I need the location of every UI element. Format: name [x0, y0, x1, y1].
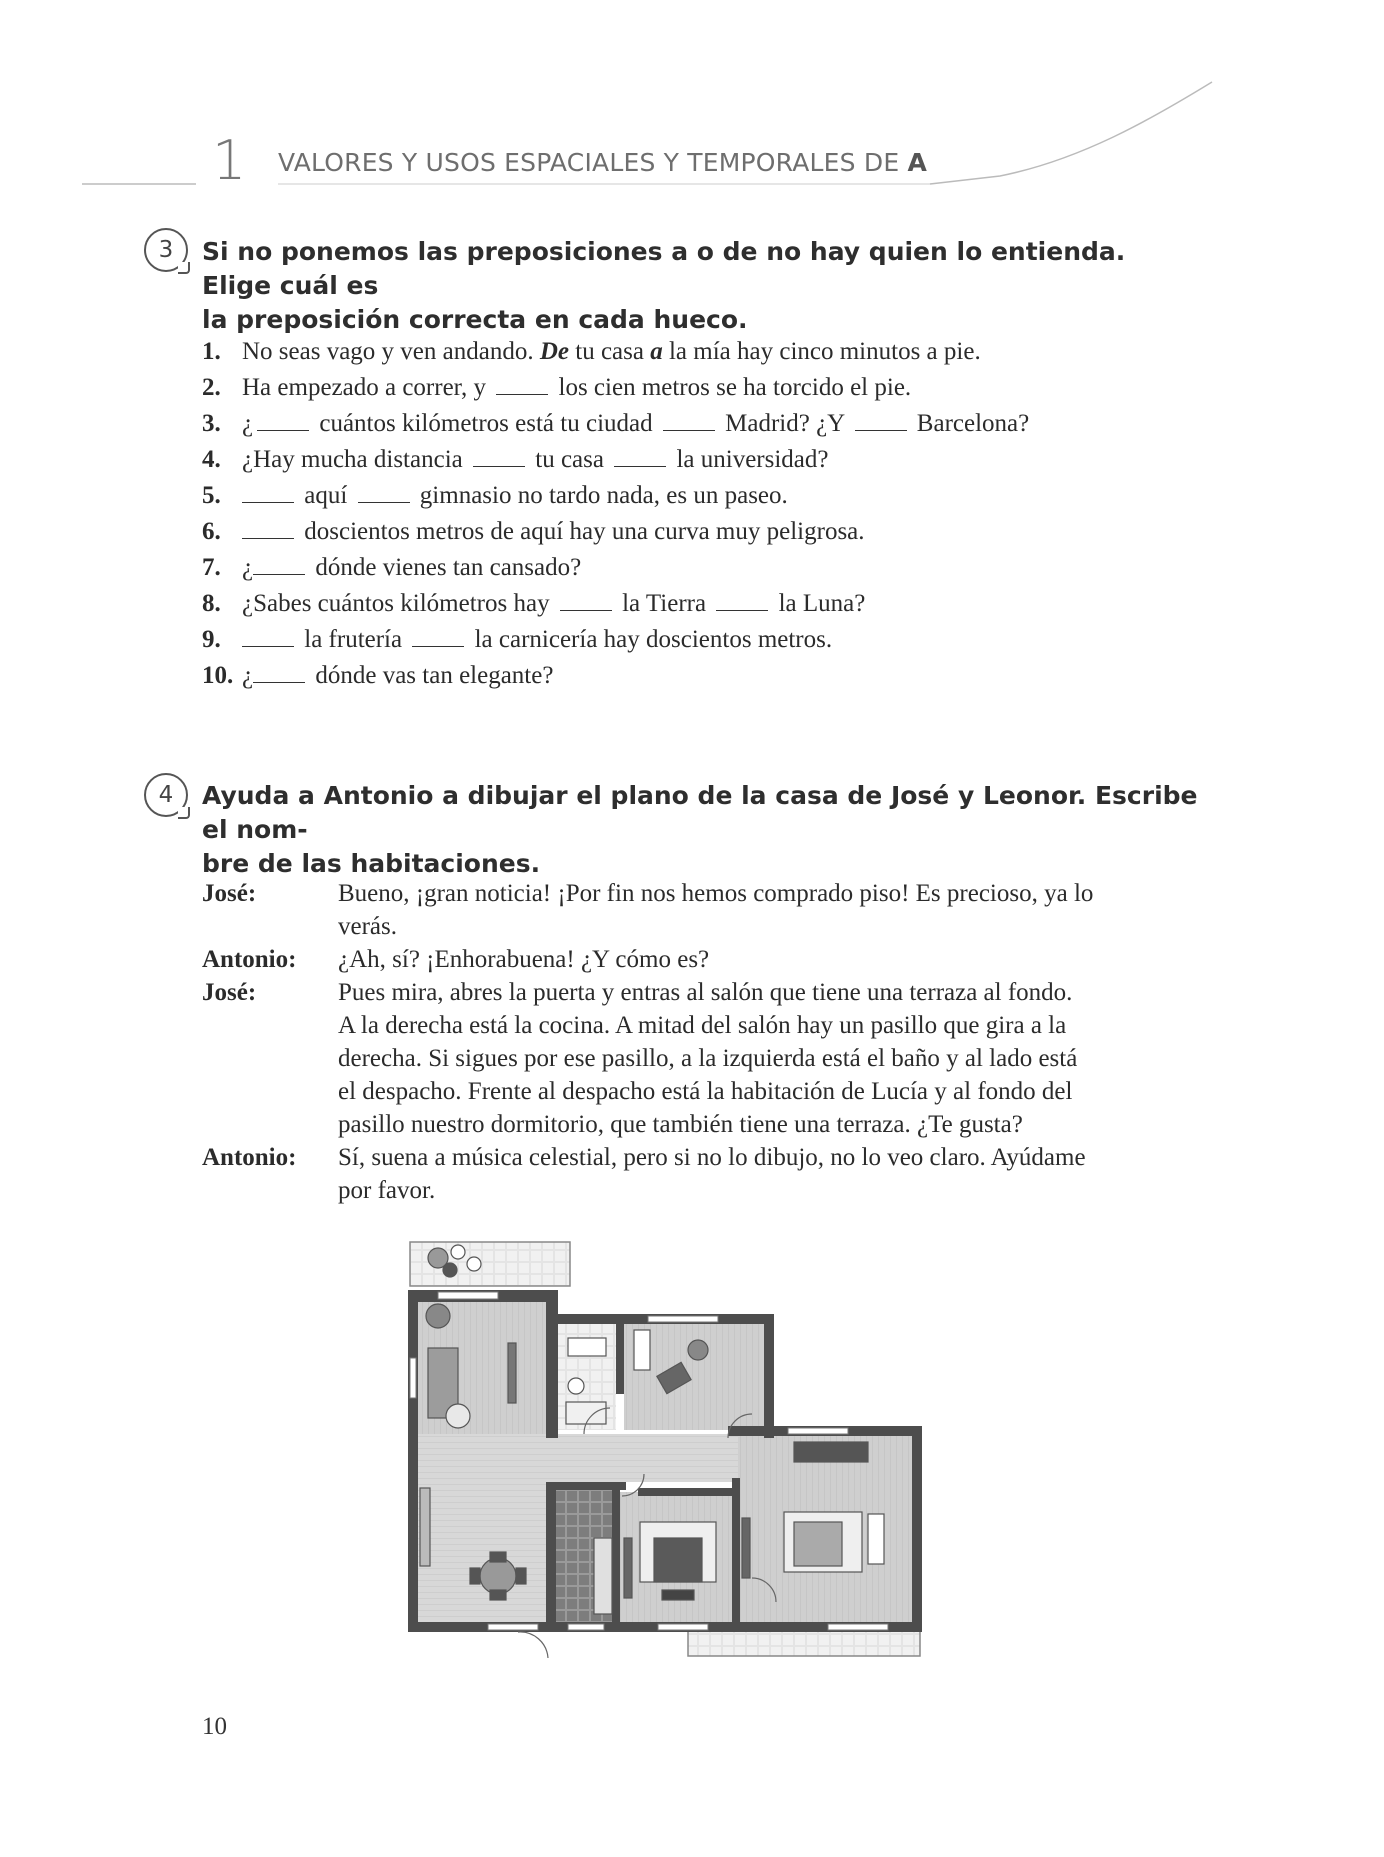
list-item: 5. aquí gimnasio no tardo nada, es un paseo.: [202, 482, 788, 509]
exercise-3-heading: Si no ponemos las preposiciones a o de no hay quien lo entienda. Elige cuál es la preposición correcta en cada hueco.: [202, 237, 1126, 334]
answer-blank[interactable]: [253, 554, 305, 575]
list-item: 2. Ha empezado a correr, y los cien metros se ha torcido el pie.: [202, 374, 912, 401]
answer-blank[interactable]: [253, 662, 305, 683]
answer-blank[interactable]: [716, 590, 768, 611]
chapter-title: VALORES Y USOS ESPACIALES Y TEMPORALES DE A: [278, 148, 928, 177]
speaker: José:: [202, 979, 257, 1006]
answer-blank[interactable]: [358, 482, 410, 503]
answer-blank[interactable]: [614, 446, 666, 467]
answer-blank[interactable]: [242, 518, 294, 539]
dialogue-turn: José: Bueno, ¡gran noticia! ¡Por fin nos hemos comprado piso! Es precioso, ya lo verás.: [202, 877, 1202, 943]
answer-blank[interactable]: [663, 410, 715, 431]
list-item: 3. ¿ cuántos kilómetros está tu ciudad Madrid? ¿Y Barcelona?: [202, 410, 1030, 437]
speaker: Antonio:: [202, 1144, 297, 1171]
exercise-3-badge: 3: [144, 228, 188, 272]
list-item: 6. doscientos metros de aquí hay una curva muy peligrosa.: [202, 518, 865, 545]
speaker: José:: [202, 880, 257, 907]
list-item: 4. ¿Hay mucha distancia tu casa la universidad?: [202, 446, 829, 473]
answer-blank[interactable]: [855, 410, 907, 431]
list-item: 10. ¿ dónde vas tan elegante?: [202, 662, 554, 689]
speaker: Antonio:: [202, 946, 297, 973]
answer-blank[interactable]: [257, 410, 309, 431]
answer-blank[interactable]: [412, 626, 464, 647]
answer-blank[interactable]: [242, 626, 294, 647]
list-item: 8. ¿Sabes cuántos kilómetros hay la Tierra la Luna?: [202, 590, 866, 617]
dialogue-turn: Antonio: Sí, suena a música celestial, pero si no lo dibujo, no lo veo claro. Ayúdame por favor.: [202, 1141, 1202, 1207]
dialogue-turn: Antonio: ¿Ah, sí? ¡Enhorabuena! ¿Y cómo es?: [202, 943, 1202, 976]
list-item: 9. la frutería la carnicería hay doscientos metros.: [202, 626, 833, 653]
exercise-3-list: [202, 334, 1202, 694]
list-item: 1. No seas vago y ven andando. De tu casa a la mía hay cinco minutos a pie.: [202, 338, 981, 365]
answer-blank[interactable]: [473, 446, 525, 467]
exercise-4-badge: 4: [144, 773, 188, 817]
dialogue: [202, 877, 1202, 1207]
chapter-number: 1: [212, 129, 247, 192]
answer-blank[interactable]: [560, 590, 612, 611]
exercise-4-heading: Ayuda a Antonio a dibujar el plano de la casa de José y Leonor. Escribe el nom- bre de las habitaciones.: [202, 781, 1198, 878]
floor-plan-illustration: [398, 1238, 942, 1664]
page-number: 10: [202, 1713, 227, 1740]
list-item: 7. ¿ dónde vienes tan cansado?: [202, 554, 582, 581]
answer-blank[interactable]: [242, 482, 294, 503]
dialogue-turn: José: Pues mira, abres la puerta y entras al salón que tiene una terraza al fondo. A la derecha está la cocina. A mitad del salón hay un pasillo que gira a la derecha. Si sigues por ese pasillo, a la izquierda está el baño y al lado está el despacho. Frente al despacho está la habitación de Lucía y al fondo del pasillo nuestro dormitorio, que también tiene una terraza. ¿Te gusta?: [202, 976, 1202, 1141]
answer-blank[interactable]: [496, 374, 548, 395]
